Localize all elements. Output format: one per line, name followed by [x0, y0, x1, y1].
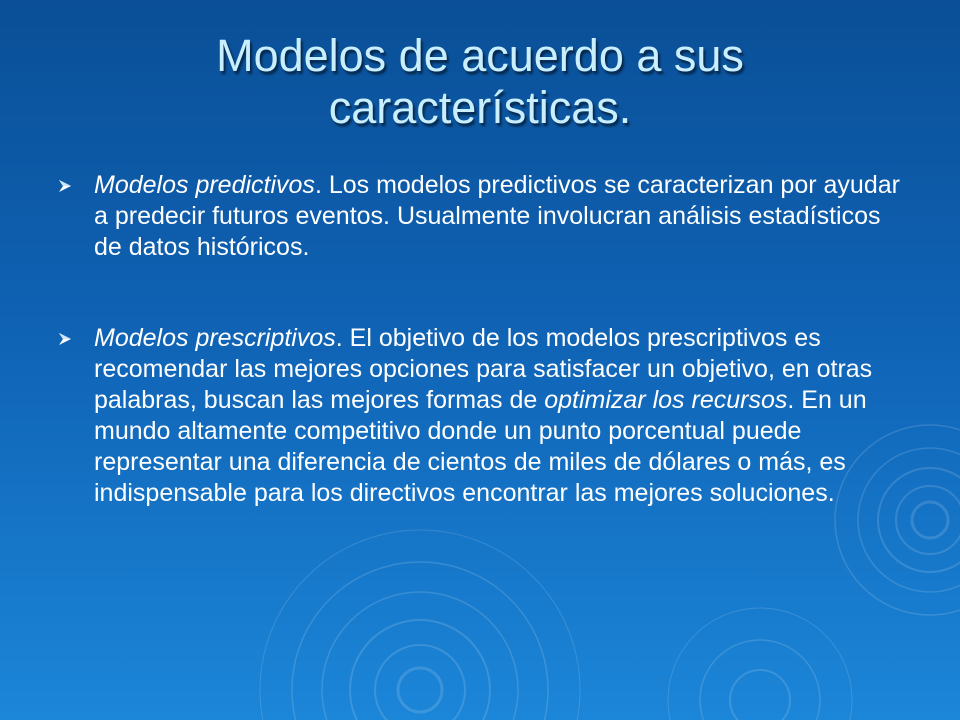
bullet-text	[94, 324, 872, 507]
arrowhead-bullet-icon	[58, 332, 72, 346]
bullet-emphasis: optimizar los recursos	[544, 386, 788, 414]
bullet-term: Modelos predictivos	[94, 171, 315, 199]
slide-title: Modelos de acuerdo a sus características.	[216, 30, 744, 133]
bullet-body: . En un mundo altamente competitivo donde un punto porcentual puede representar una diferencia de cientos de miles de dólares o más, es indispensable para los directivos encontrar las mejores soluciones.	[94, 386, 867, 507]
bullet-item-predictive	[58, 170, 908, 263]
bullet-item-prescriptive	[58, 323, 908, 509]
arrowhead-bullet-icon	[58, 179, 72, 193]
bullet-body: . Los modelos predictivos se caracterizan por ayudar a predecir futuros eventos. Usualmente involucran análisis estadísticos de datos históricos.	[94, 171, 900, 261]
bullet-list	[58, 170, 908, 509]
bullet-text	[94, 171, 900, 261]
bullet-body: . El objetivo de los modelos prescriptivos es recomendar las mejores opciones para satisfacer un objetivo, en otras palabras, buscan las mejores formas de	[94, 324, 873, 414]
bullet-term: Modelos prescriptivos	[94, 324, 336, 352]
